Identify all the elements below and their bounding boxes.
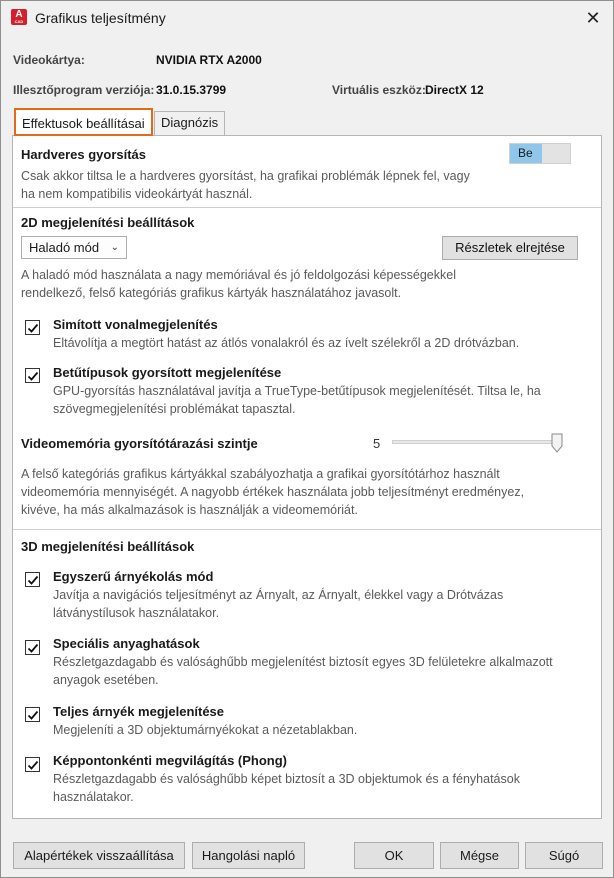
hardware-acceleration-title: Hardveres gyorsítás — [21, 147, 147, 162]
checkmark-icon — [27, 642, 39, 654]
checkmark-icon — [27, 709, 39, 721]
video-memory-cache-title: Videomemória gyorsítótárazási szintje — [21, 436, 258, 451]
cache-level-slider[interactable] — [392, 440, 560, 444]
per-pixel-lighting-checkbox[interactable] — [25, 757, 40, 772]
divider — [13, 207, 601, 208]
smooth-line-title: Simított vonalmegjelenítés — [53, 317, 218, 332]
section-2d-desc-2: rendelkező, felső kategóriás grafikus kártyák használatához javasolt. — [21, 286, 402, 300]
videocard-value: NVIDIA RTX A2000 — [156, 53, 262, 67]
full-shadow-checkbox[interactable] — [25, 707, 40, 722]
videocard-label: Videokártya: — [13, 53, 85, 67]
window-title: Grafikus teljesítmény — [35, 10, 166, 26]
virtual-device-value: DirectX 12 — [425, 83, 484, 97]
divider — [13, 529, 601, 530]
checkmark-icon — [27, 370, 39, 382]
help-button[interactable]: Súgó — [525, 842, 603, 869]
hardware-acceleration-desc-2: ha nem kompatibilis videokártyát használ. — [21, 187, 253, 201]
hardware-acceleration-toggle[interactable] — [509, 143, 571, 164]
tab-diagnostics[interactable]: Diagnózis — [154, 111, 225, 135]
reset-defaults-button[interactable]: Alapértékek visszaállítása — [13, 842, 185, 869]
autocad-logo-icon: A CAD — [11, 9, 27, 25]
title-bar — [1, 1, 613, 35]
slider-thumb[interactable] — [551, 433, 563, 453]
ok-button[interactable]: OK — [354, 842, 434, 869]
tab-effects-settings[interactable]: Effektusok beállításai — [14, 108, 153, 136]
section-3d-title: 3D megjelenítési beállítások — [21, 539, 195, 554]
virtual-device-label: Virtuális eszköz: — [332, 83, 426, 97]
hardware-acceleration-desc-1: Csak akkor tiltsa le a hardveres gyorsítást, ha grafikai problémák lépnek fel, vagy — [21, 169, 470, 183]
section-2d-title: 2D megjelenítési beállítások — [21, 215, 195, 230]
material-effects-desc-1: Részletgazdagabb és valósághűbb megjelenítést biztosít egyes 3D felületekre alkalmazott — [53, 655, 553, 669]
chevron-down-icon: ⌄ — [110, 242, 119, 253]
toggle-on-label: Be — [510, 144, 542, 163]
cache-desc-2: videomemória mennyiségét. A nagyobb értékek használata jobb teljesítményt eredményez, — [21, 485, 525, 499]
per-pixel-lighting-desc-1: Részletgazdagabb és valósághűbb képet biztosít a 3D objektumok és a fényhatások — [53, 772, 520, 786]
full-shadow-title: Teljes árnyék megjelenítése — [53, 704, 225, 719]
font-acceleration-checkbox[interactable] — [25, 368, 40, 383]
cache-level-value: 5 — [373, 436, 381, 451]
per-pixel-lighting-title: Képpontonkénti megvilágítás (Phong) — [53, 753, 288, 768]
material-effects-title: Speciális anyaghatások — [53, 636, 200, 651]
cancel-button[interactable]: Mégse — [440, 842, 519, 869]
material-effects-checkbox[interactable] — [25, 640, 40, 655]
checkmark-icon — [27, 322, 39, 334]
driver-version-label: Illesztőprogram verziója: — [13, 83, 155, 97]
tuning-log-button[interactable]: Hangolási napló — [192, 842, 305, 869]
cache-desc-3: kivéve, ha más alkalmazások is használják a videomemóriát. — [21, 503, 358, 517]
simple-shading-desc-2: látványstílusok használatakor. — [53, 606, 220, 620]
checkmark-icon — [27, 759, 39, 771]
driver-version-value: 31.0.15.3799 — [156, 83, 227, 97]
display-mode-dropdown[interactable] — [21, 236, 127, 259]
material-effects-desc-2: anyagok esetében. — [53, 673, 159, 687]
full-shadow-desc-1: Megjeleníti a 3D objektumárnyékokat a nézetablakban. — [53, 723, 358, 737]
font-acceleration-desc-2: szövegmegjelenítési problémákat tapasztal. — [53, 402, 296, 416]
simple-shading-title: Egyszerű árnyékolás mód — [53, 569, 214, 584]
font-acceleration-desc-1: GPU-gyorsítás használatával javítja a TrueType-betűtípusok megjelenítését. Tiltsa le, ha — [53, 384, 541, 398]
display-mode-value: Haladó mód — [29, 240, 100, 255]
per-pixel-lighting-desc-2: használatakor. — [53, 790, 134, 804]
smooth-line-checkbox[interactable] — [25, 320, 40, 335]
simple-shading-checkbox[interactable] — [25, 572, 40, 587]
section-2d-desc-1: A haladó mód használata a nagy memóriával és jó feldolgozási képességekkel — [21, 268, 456, 282]
effects-panel — [12, 135, 602, 819]
checkmark-icon — [27, 574, 39, 586]
font-acceleration-title: Betűtípusok gyorsított megjelenítése — [53, 365, 282, 380]
simple-shading-desc-1: Javítja a navigációs teljesítményt az Árnyalt, az Árnyalt, élekkel vagy a Drótvázas — [53, 588, 504, 602]
close-icon[interactable]: ✕ — [585, 8, 601, 28]
hide-details-button[interactable]: Részletek elrejtése — [442, 236, 578, 260]
smooth-line-desc-1: Eltávolítja a megtört hatást az átlós vonalakról és az ívelt szélekről a 2D drótvázban. — [53, 336, 520, 350]
cache-desc-1: A felső kategóriás grafikus kártyákkal szabályozhatja a grafikai gyorsítótárhoz használt — [21, 467, 500, 481]
